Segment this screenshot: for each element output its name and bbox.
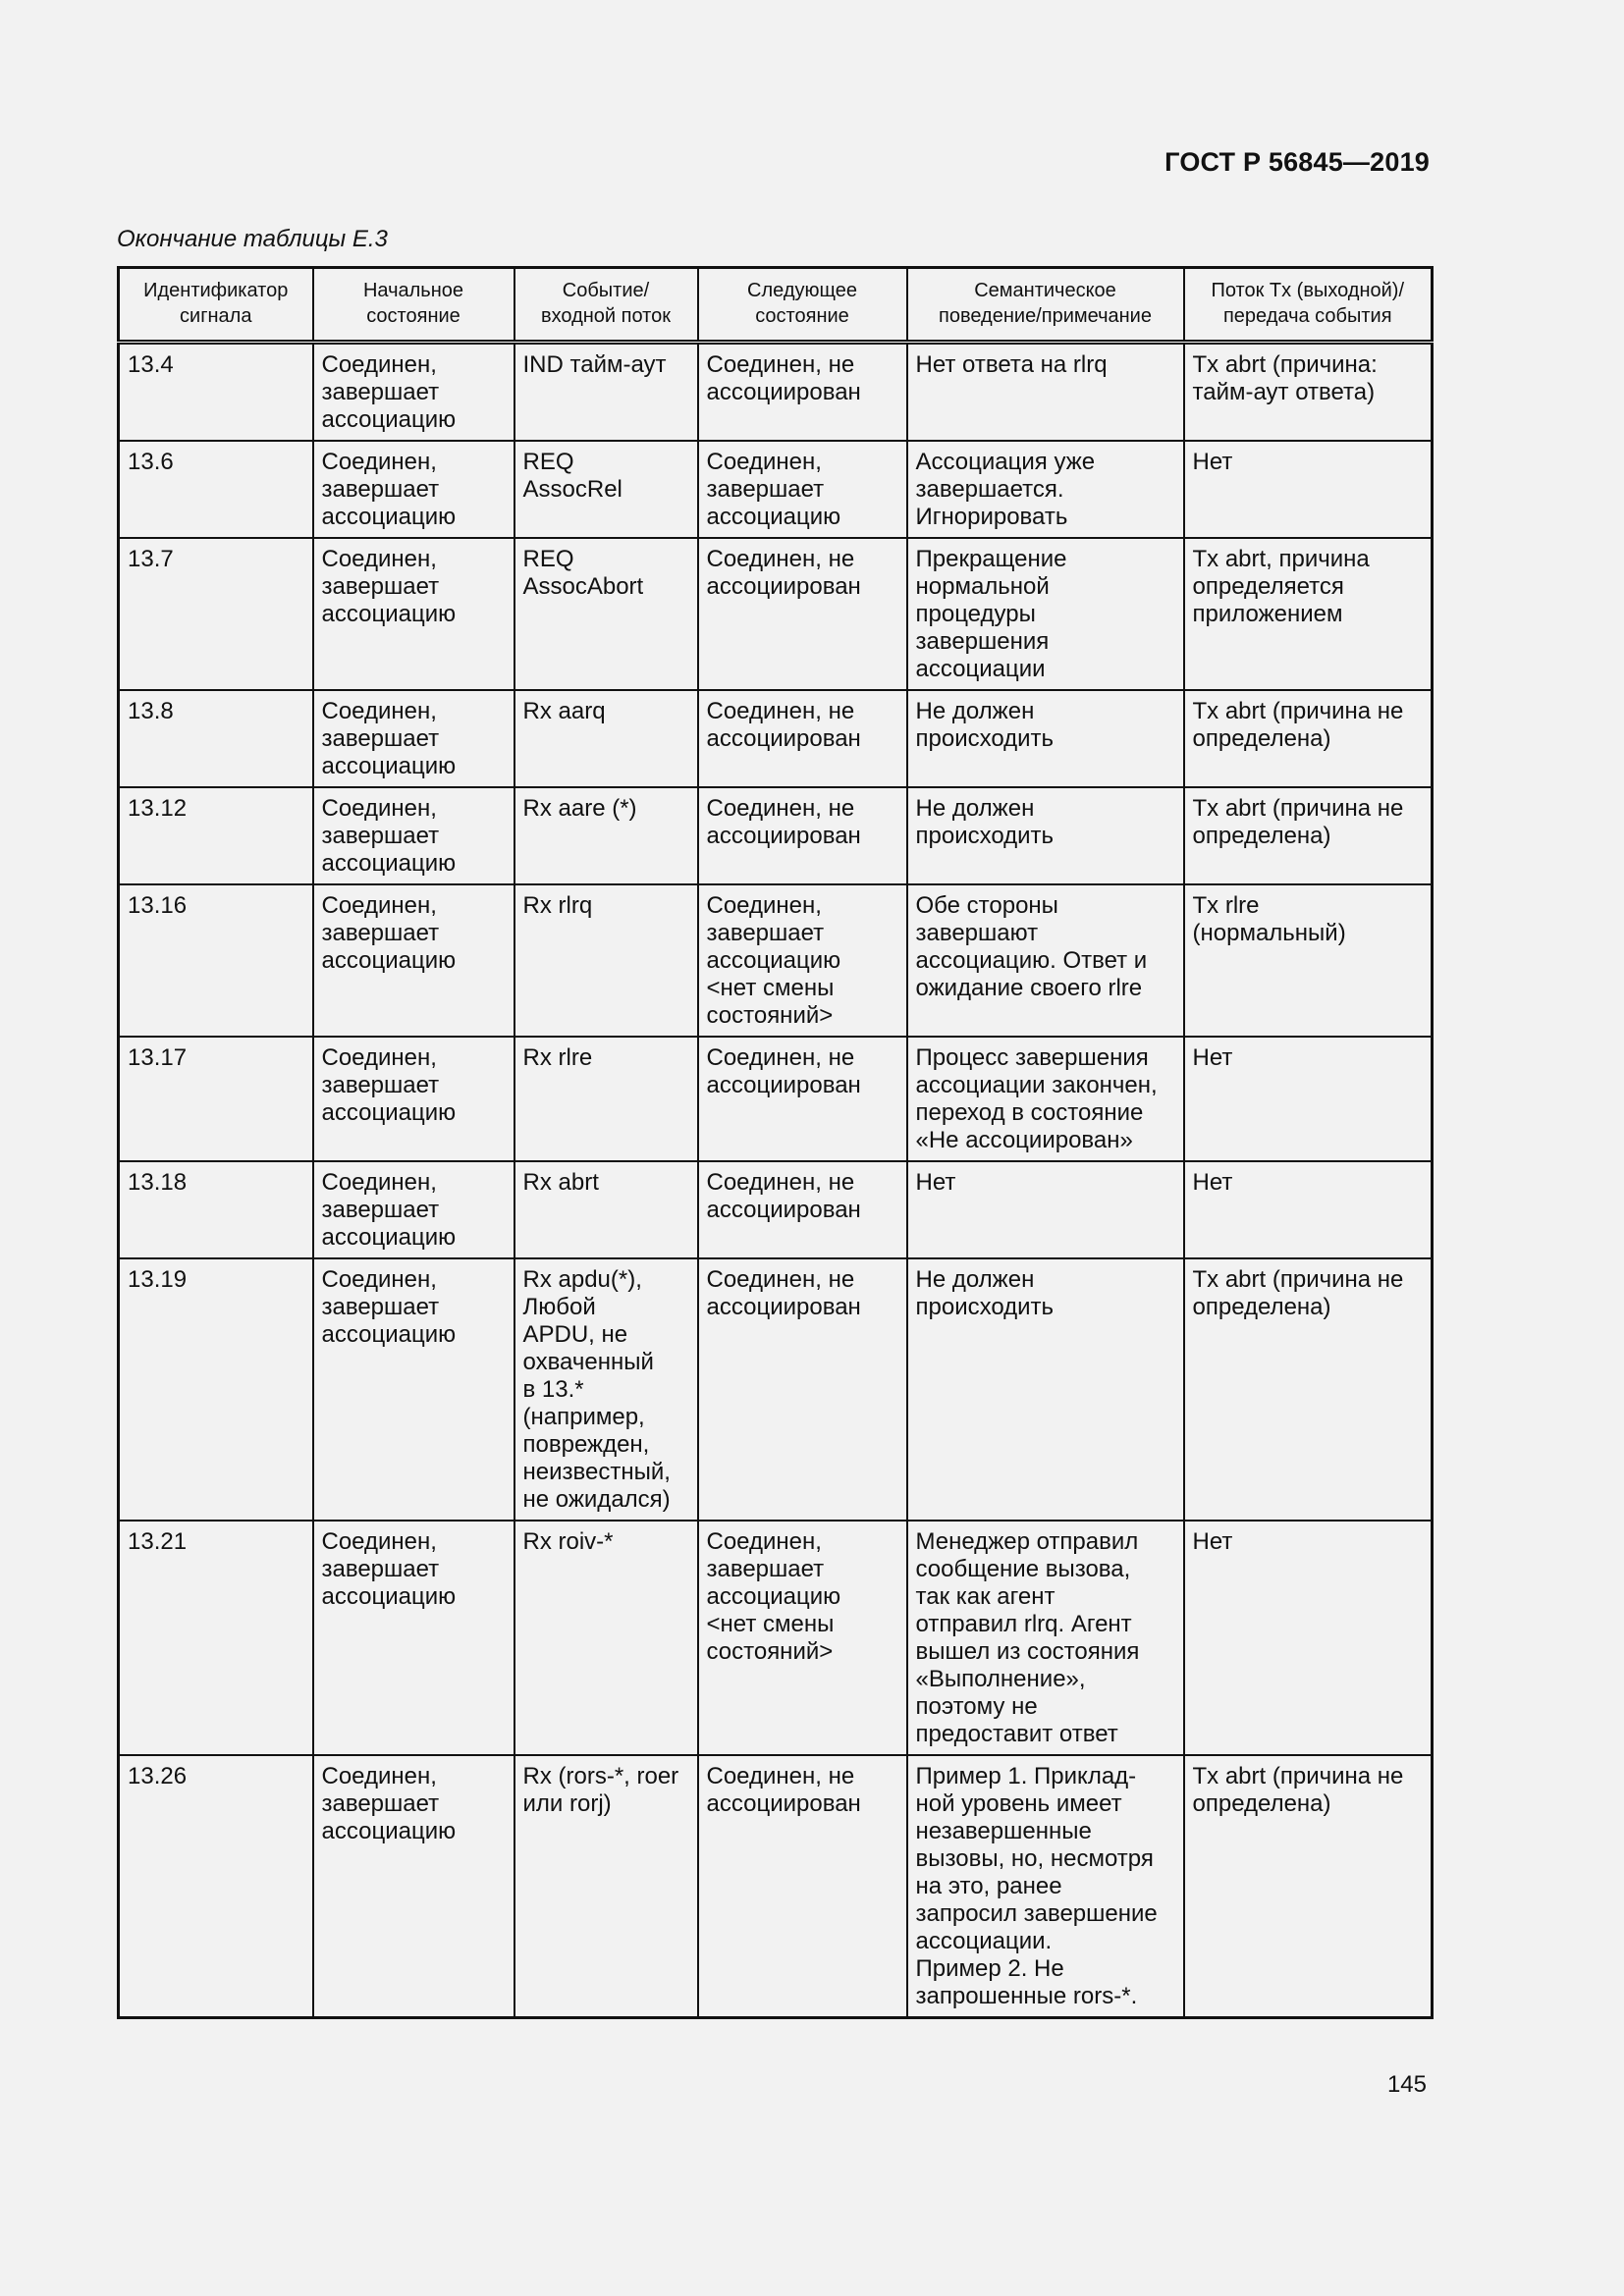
cell-next-state: Соединен, не ассоциирован (698, 690, 907, 787)
cell-tx-output: Tx abrt, причина определяется приложением (1184, 538, 1433, 690)
table-row (119, 441, 1433, 538)
cell-tx-output: Нет (1184, 1161, 1433, 1258)
cell-semantic-behavior: Процесс завершения ассоциации закончен, переход в состояние «Не ассоциирован» (907, 1037, 1184, 1161)
table-row (119, 1037, 1433, 1161)
page-number: 145 (1386, 2071, 1427, 2098)
cell-signal-id: 13.6 (119, 441, 313, 538)
header-initial-state: Начальное состояние (313, 268, 514, 343)
table-body (119, 343, 1433, 2018)
cell-tx-output: Tx abrt (причина не определена) (1184, 1258, 1433, 1521)
cell-signal-id: 13.18 (119, 1161, 313, 1258)
cell-next-state: Соединен, не ассоциирован (698, 1161, 907, 1258)
cell-tx-output: Tx abrt (причина не определена) (1184, 690, 1433, 787)
cell-signal-id: 13.16 (119, 884, 313, 1037)
cell-semantic-behavior: Пример 1. Приклад- ной уровень имеет незавершенные вызовы, но, несмотря на это, ранее запросил завершение ассоциации. Пример 2. Не запрошенные rors-*. (907, 1755, 1184, 2018)
table-row (119, 884, 1433, 1037)
cell-event-input: Rx rlrq (514, 884, 698, 1037)
table-row (119, 343, 1433, 442)
cell-tx-output: Нет (1184, 1521, 1433, 1755)
header-signal-id: Идентификатор сигнала (119, 268, 313, 343)
cell-tx-output: Tx abrt (причина: тайм-аут ответа) (1184, 343, 1433, 442)
table-row (119, 787, 1433, 884)
cell-initial-state: Соединен, завершает ассоциацию (313, 884, 514, 1037)
header-event-input: Событие/ входной поток (514, 268, 698, 343)
cell-semantic-behavior: Нет ответа на rlrq (907, 343, 1184, 442)
cell-signal-id: 13.12 (119, 787, 313, 884)
cell-semantic-behavior: Прекращение нормальной процедуры завершения ассоциации (907, 538, 1184, 690)
cell-tx-output: Tx abrt (причина не определена) (1184, 1755, 1433, 2018)
cell-next-state: Соединен, не ассоциирован (698, 343, 907, 442)
cell-signal-id: 13.4 (119, 343, 313, 442)
cell-semantic-behavior: Обе стороны завершают ассоциацию. Ответ и ожидание своего rlre (907, 884, 1184, 1037)
cell-next-state: Соединен, не ассоциирован (698, 1755, 907, 2018)
cell-next-state: Соединен, не ассоциирован (698, 787, 907, 884)
cell-event-input: Rx (rors-*, roer или rorj) (514, 1755, 698, 2018)
table-row (119, 1258, 1433, 1521)
cell-next-state: Соединен, завершает ассоциацию <нет смены состояний> (698, 1521, 907, 1755)
cell-event-input: IND тайм-аут (514, 343, 698, 442)
cell-initial-state: Соединен, завершает ассоциацию (313, 690, 514, 787)
cell-event-input: Rx roiv-* (514, 1521, 698, 1755)
table-row (119, 538, 1433, 690)
cell-next-state: Соединен, не ассоциирован (698, 1258, 907, 1521)
cell-next-state: Соединен, завершает ассоциацию (698, 441, 907, 538)
cell-initial-state: Соединен, завершает ассоциацию (313, 343, 514, 442)
cell-tx-output: Tx rlre (нормальный) (1184, 884, 1433, 1037)
cell-semantic-behavior: Не должен происходить (907, 787, 1184, 884)
table-row (119, 1521, 1433, 1755)
table-row (119, 1161, 1433, 1258)
cell-initial-state: Соединен, завершает ассоциацию (313, 538, 514, 690)
cell-semantic-behavior: Нет (907, 1161, 1184, 1258)
cell-event-input: REQ AssocRel (514, 441, 698, 538)
cell-event-input: Rx rlre (514, 1037, 698, 1161)
cell-signal-id: 13.26 (119, 1755, 313, 2018)
cell-semantic-behavior: Не должен происходить (907, 1258, 1184, 1521)
cell-event-input: Rx aarq (514, 690, 698, 787)
header-tx-output: Поток Tx (выходной)/ передача события (1184, 268, 1433, 343)
cell-signal-id: 13.7 (119, 538, 313, 690)
cell-initial-state: Соединен, завершает ассоциацию (313, 1755, 514, 2018)
table-caption: Окончание таблицы Е.3 (117, 226, 388, 252)
cell-next-state: Соединен, не ассоциирован (698, 1037, 907, 1161)
document-code: ГОСТ Р 56845—2019 (1164, 147, 1430, 177)
cell-event-input: Rx apdu(*), Любой APDU, не охваченный в 13.* (например, поврежден, неизвестный, не ожидался) (514, 1258, 698, 1521)
state-transition-table (117, 266, 1434, 2019)
cell-semantic-behavior: Ассоциация уже завершается. Игнорировать (907, 441, 1184, 538)
header-next-state: Следующее состояние (698, 268, 907, 343)
table-row (119, 1755, 1433, 2018)
cell-semantic-behavior: Менеджер отправил сообщение вызова, так как агент отправил rlrq. Агент вышел из состояния «Выполнение», поэтому не предоставит ответ (907, 1521, 1184, 1755)
cell-signal-id: 13.8 (119, 690, 313, 787)
cell-initial-state: Соединен, завершает ассоциацию (313, 787, 514, 884)
cell-signal-id: 13.21 (119, 1521, 313, 1755)
cell-initial-state: Соединен, завершает ассоциацию (313, 441, 514, 538)
cell-next-state: Соединен, завершает ассоциацию <нет смены состояний> (698, 884, 907, 1037)
cell-tx-output: Нет (1184, 1037, 1433, 1161)
cell-event-input: Rx abrt (514, 1161, 698, 1258)
cell-initial-state: Соединен, завершает ассоциацию (313, 1258, 514, 1521)
cell-tx-output: Нет (1184, 441, 1433, 538)
cell-signal-id: 13.19 (119, 1258, 313, 1521)
header-semantic-behavior: Семантическое поведение/примечание (907, 268, 1184, 343)
cell-initial-state: Соединен, завершает ассоциацию (313, 1037, 514, 1161)
cell-next-state: Соединен, не ассоциирован (698, 538, 907, 690)
cell-signal-id: 13.17 (119, 1037, 313, 1161)
cell-initial-state: Соединен, завершает ассоциацию (313, 1161, 514, 1258)
table-header-row (119, 268, 1433, 343)
cell-semantic-behavior: Не должен происходить (907, 690, 1184, 787)
cell-tx-output: Tx abrt (причина не определена) (1184, 787, 1433, 884)
cell-event-input: Rx aare (*) (514, 787, 698, 884)
table-row (119, 690, 1433, 787)
cell-event-input: REQ AssocAbort (514, 538, 698, 690)
cell-initial-state: Соединен, завершает ассоциацию (313, 1521, 514, 1755)
